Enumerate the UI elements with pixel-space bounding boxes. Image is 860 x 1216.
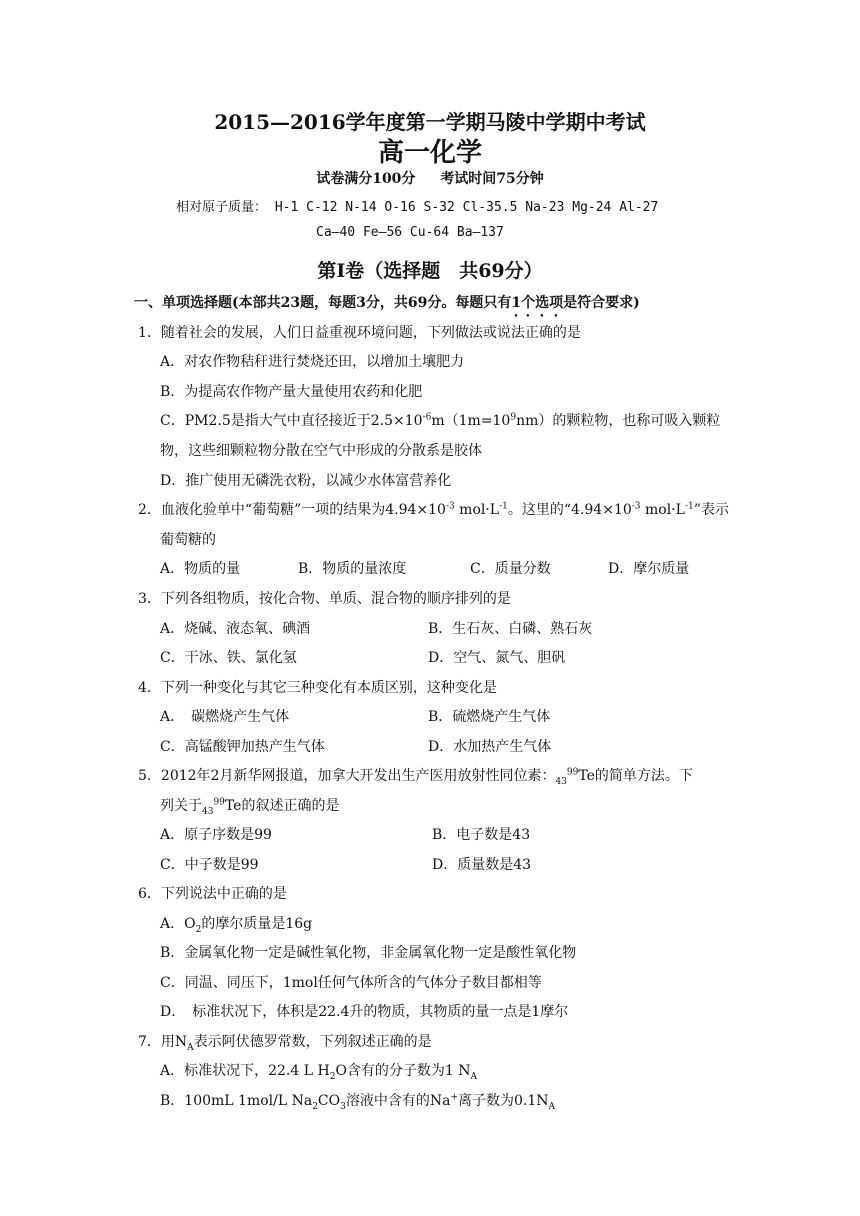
- question-1-stem: 1．随着社会的发展，人们日益重视环境问题，下列做法或说法正确的是: [138, 325, 581, 341]
- q7b-part: 溶液中含有的Na: [345, 1093, 451, 1109]
- exam-title: 2015—2016学年度第一学期马陵中学期中考试: [214, 110, 646, 134]
- question-4-option-d: D．水加热产生气体: [428, 739, 552, 755]
- q7-sub: A: [187, 1042, 194, 1053]
- question-6-option-c: C．同温、同压下，1mol任何气体所含的气体分子数目都相等: [160, 975, 542, 991]
- question-4-option-b: B．硫燃烧产生气体: [428, 709, 551, 725]
- q7b-part: 离子数为0.1N: [458, 1093, 549, 1109]
- q1c-part: C．PM2.5是指大气中直径接近于2.5×10: [160, 413, 423, 429]
- question-4-option-c: C．高锰酸钾加热产生气体: [160, 739, 325, 755]
- q2-part: mol·L: [640, 502, 685, 518]
- question-2-option-b: B．物质的量浓度: [298, 561, 407, 577]
- q2-exp: -3: [631, 501, 641, 512]
- question-3-option-d: D．空气、氮气、胆矾: [428, 650, 566, 666]
- q2-part: 。这里的“4.94×10: [507, 502, 632, 518]
- question-5-stem: [138, 765, 693, 787]
- question-3-option-a: A．烧碱、液态氧、碘酒: [160, 621, 311, 637]
- q7-part: 7．用N: [138, 1034, 188, 1050]
- q5-part: 5．2012年2月新华网报道，加拿大开发出生产医用放射性同位素：: [138, 768, 556, 784]
- section-suffix: 是符合要求): [563, 295, 640, 311]
- question-6-option-b: B．金属氧化物一定是碱性氧化物，非金属氧化物一定是酸性氧化物: [160, 945, 577, 961]
- question-5-option-b: B．电子数是43: [432, 827, 531, 843]
- section-emphasis: 1个选项: [511, 295, 564, 311]
- question-1-option-d: D．推广使用无磷洗衣粉，以减少水体富营养化: [160, 473, 452, 489]
- q7b-sub: A: [548, 1101, 556, 1112]
- question-3-option-b: B．生石灰、白磷、熟石灰: [428, 621, 593, 637]
- q6a-part: 的摩尔质量是16g: [201, 916, 313, 932]
- atomic-mass-line-1: 相对原子质量： H-1 C-12 N-14 O-16 S-32 Cl-35.5 Na-23 Mg-24 Al-27: [176, 200, 659, 215]
- exam-meta: [0, 168, 860, 188]
- question-1-option-a: A．对农作物秸秆进行焚烧还田，以增加土壤肥力: [160, 354, 465, 370]
- q2-part: 2．血液化验单中“葡萄糖”一项的结果为4.94×10: [138, 502, 446, 518]
- question-2-stem: [138, 499, 729, 519]
- q2-exp: -1: [499, 501, 508, 512]
- question-1-option-c: [160, 410, 720, 430]
- q7b-sub: 3: [340, 1101, 346, 1112]
- q7a-sub: A: [470, 1071, 478, 1082]
- question-7-stem: [138, 1031, 432, 1053]
- q7b-sub: 2: [312, 1101, 318, 1112]
- q7b-sup: +: [450, 1092, 459, 1103]
- q5-part: Te的叙述正确的是: [224, 798, 340, 814]
- q7-part: 表示阿伏德罗常数，下列叙述正确的是: [193, 1034, 432, 1050]
- q7b-part: CO: [317, 1093, 341, 1109]
- question-5-option-d: D．质量数是43: [432, 857, 532, 873]
- q2-exp: -1: [684, 501, 694, 512]
- q1c-part: m（1m=10: [431, 413, 511, 429]
- question-5-option-c: C．中子数是99: [160, 857, 259, 873]
- q5-part: Te的简单方法。下: [578, 768, 693, 784]
- question-1-option-b: B．为提高农作物产量大量使用农药和化肥: [160, 384, 423, 400]
- question-3-option-c: C．干冰、铁、氯化氢: [160, 650, 297, 666]
- question-5-stem-cont: [160, 795, 339, 817]
- exam-time: 考试时间75分钟: [440, 171, 544, 187]
- q5-part: 列关于: [160, 798, 202, 814]
- question-5-option-a: A．原子序数是99: [160, 827, 272, 843]
- question-2-option-d: D．摩尔质量: [608, 561, 690, 577]
- question-2-option-c: C．质量分数: [470, 561, 551, 577]
- atomic-mass-line-2: Ca—40 Fe—56 Cu-64 Ba—137: [316, 225, 504, 240]
- q5-mass-number: 99: [566, 767, 579, 778]
- q7b-part: B．100mL 1mol/L Na: [160, 1093, 313, 1109]
- q1c-part: nm）的颗粒物，也称可吸入颗粒: [516, 413, 721, 429]
- q2-exp: -3: [445, 501, 455, 512]
- question-4-option-a: A． 碳燃烧产生气体: [160, 709, 290, 725]
- question-6-option-a: [160, 913, 312, 935]
- subject-title: 高一化学: [377, 138, 482, 168]
- q1c-exp1: -6: [422, 412, 432, 423]
- question-2-option-a: A．物质的量: [160, 561, 241, 577]
- question-7-option-b: [160, 1090, 555, 1112]
- section-prefix: 一、单项选择题(本部共23题，每题3分，共69分。每题只有: [134, 295, 512, 311]
- question-3-stem: 3．下列各组物质，按化合物、单质、混合物的顺序排列的是: [138, 591, 511, 607]
- section-heading: [134, 292, 640, 320]
- question-7-option-a: [160, 1060, 477, 1082]
- q1c-exp2: 9: [510, 412, 517, 423]
- q5-mass-number: 99: [213, 797, 225, 808]
- part-title: 第Ⅰ卷（选择题 共69分）: [317, 260, 543, 282]
- question-6-option-d: D． 标准状况下，体积是22.4升的物质，其物质的量一点是1摩尔: [160, 1004, 569, 1020]
- full-score: 试卷满分100分: [316, 171, 416, 187]
- question-4-stem: 4．下列一种变化与其它三种变化有本质区别，这种变化是: [138, 680, 497, 696]
- q7a-sub: 2: [329, 1071, 336, 1082]
- q6a-sub: 2: [195, 924, 202, 935]
- q6a-part: A．O: [160, 916, 196, 932]
- q5-atomic-number: 43: [555, 776, 567, 787]
- q2-part: ”表示: [693, 502, 729, 518]
- q2-part: mol·L: [454, 502, 500, 518]
- question-6-stem: 6．下列说法中正确的是: [138, 886, 287, 902]
- q7a-part: A．标准状况下，22.4 L H: [160, 1063, 330, 1079]
- question-2-stem-cont: 葡萄糖的: [160, 532, 216, 548]
- question-1-option-c-cont: 物，这些细颗粒物分散在空气中形成的分散系是胶体: [160, 443, 482, 459]
- q5-atomic-number: 43: [202, 806, 214, 817]
- q7a-part: O含有的分子数为1 N: [335, 1063, 471, 1079]
